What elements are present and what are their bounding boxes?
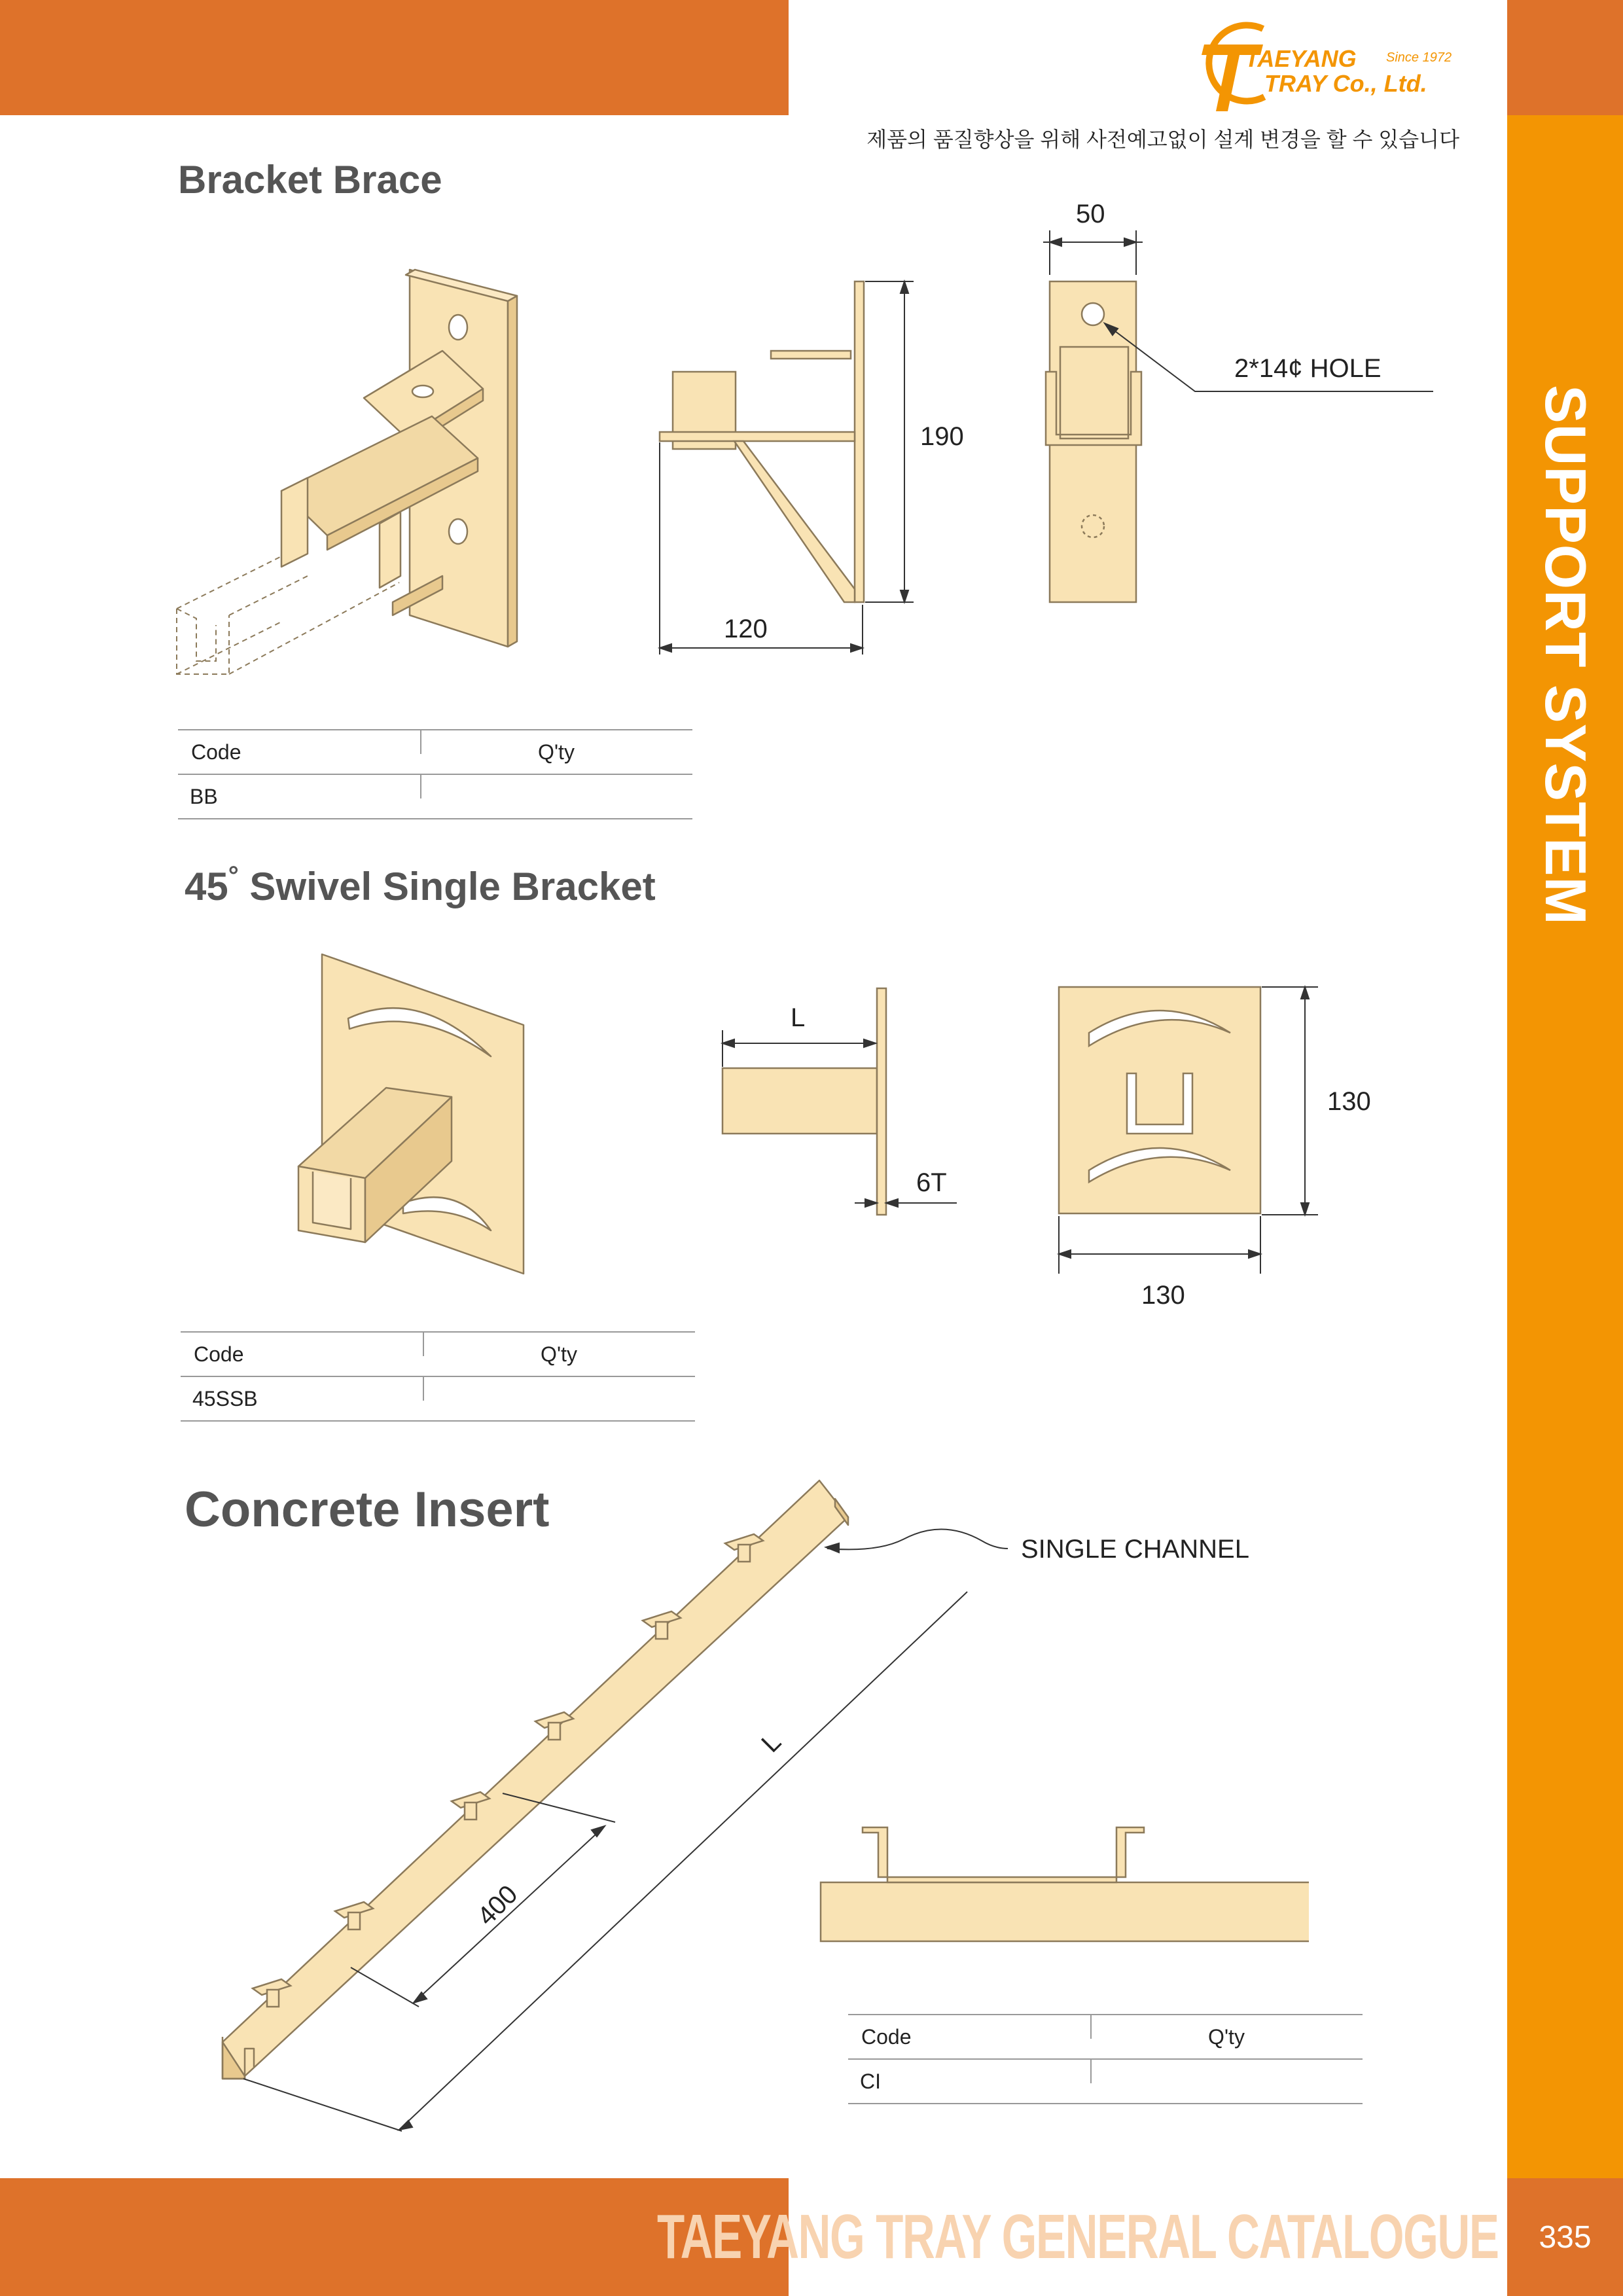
bb-arm-hole <box>412 386 433 397</box>
ssb-dim-height: 130 <box>1327 1087 1371 1116</box>
bb-side-arm <box>660 432 855 441</box>
ssb-channel-lip <box>313 1172 351 1229</box>
bb-channel-left-wall <box>281 478 308 567</box>
ci-col-qty: Q'ty <box>1090 2015 1363 2059</box>
ssb-spec-table <box>181 1331 695 1422</box>
company-logo <box>1165 20 1472 118</box>
bb-col-qty: Q'ty <box>420 730 692 774</box>
bb-spec-table <box>178 729 692 819</box>
top-right-orange-block <box>1507 0 1623 115</box>
ssb-side-channel <box>722 1068 877 1134</box>
bb-plate-edge <box>508 296 517 647</box>
ci-col-code: Code <box>848 2015 1090 2059</box>
swivel-title-degree: ° <box>228 861 239 890</box>
ci-qty-value <box>1090 2059 1363 2104</box>
ci-spec-table <box>848 2014 1363 2104</box>
bb-front-top-hole <box>1082 303 1104 325</box>
bb-col-code: Code <box>178 730 420 774</box>
section-title-bracket-brace: Bracket Brace <box>178 158 442 202</box>
side-label <box>1507 115 1623 1195</box>
top-orange-band <box>0 0 789 115</box>
footer-catalogue-text: TAEYANG TRAY GENERAL CATALOGUE <box>657 2202 1499 2272</box>
section-title-swivel-bracket <box>185 861 656 909</box>
swivel-bracket-isometric <box>281 942 543 1283</box>
ssb-dim-length: L <box>791 1003 806 1032</box>
ci-code-value: CI <box>848 2059 1090 2104</box>
bb-code-value: BB <box>178 774 420 819</box>
footer-catalogue-title <box>657 2178 1499 2296</box>
bb-dim-width: 50 <box>1076 200 1105 228</box>
bb-qty-value <box>420 774 692 819</box>
ci-section-channel <box>863 1827 1144 1882</box>
ssb-dim-width: 130 <box>1141 1281 1185 1310</box>
bracket-brace-side-view <box>648 262 988 668</box>
swivel-title-rest: Swivel Single Bracket <box>238 865 656 908</box>
design-change-notice: 제품의 품질향상을 위해 사전예고없이 설계 변경을 할 수 있습니다 <box>866 128 1459 151</box>
bb-channel-right-wall <box>380 512 401 588</box>
bb-side-plate <box>855 281 864 602</box>
ci-dim-pitch: 400 <box>472 1879 524 1931</box>
swivel-bracket-side-view <box>707 982 969 1230</box>
ssb-side-plate <box>877 988 886 1215</box>
bracket-brace-isometric <box>164 259 530 691</box>
bb-lower-hole <box>449 519 467 544</box>
logo-line1: TAEYANG <box>1245 45 1357 72</box>
ci-dim-length: L <box>756 1727 787 1759</box>
bb-side-top-arm <box>771 351 851 359</box>
ssb-col-qty: Q'ty <box>423 1332 695 1376</box>
bracket-brace-front-view <box>1021 190 1453 622</box>
bb-dim-height: 190 <box>920 422 964 451</box>
side-label-text: SUPPORT SYSTEM <box>1533 385 1598 925</box>
section-title-concrete-insert: Concrete Insert <box>185 1482 550 1537</box>
bb-dim-depth: 120 <box>724 615 768 643</box>
ci-channel-label: SINGLE CHANNEL <box>1021 1535 1249 1564</box>
ssb-qty-value <box>423 1376 695 1421</box>
ssb-dim-thickness: 6T <box>916 1168 947 1197</box>
ssb-code-value: 45SSB <box>181 1376 423 1421</box>
bb-side-brace <box>734 441 855 602</box>
ssb-col-code: Code <box>181 1332 423 1376</box>
swivel-bracket-front-view <box>1047 975 1400 1316</box>
ci-channel-top <box>223 1480 848 2076</box>
ci-section-slab <box>821 1882 1309 1941</box>
bb-upper-hole <box>449 315 467 340</box>
swivel-title-angle: 45 <box>185 865 228 908</box>
page-number: 335 <box>1507 2178 1623 2296</box>
logo-since: Since 1972 <box>1386 50 1452 65</box>
bb-hole-label: 2*14¢ HOLE <box>1234 354 1382 383</box>
logo-line2: TRAY Co., Ltd. <box>1264 70 1427 97</box>
